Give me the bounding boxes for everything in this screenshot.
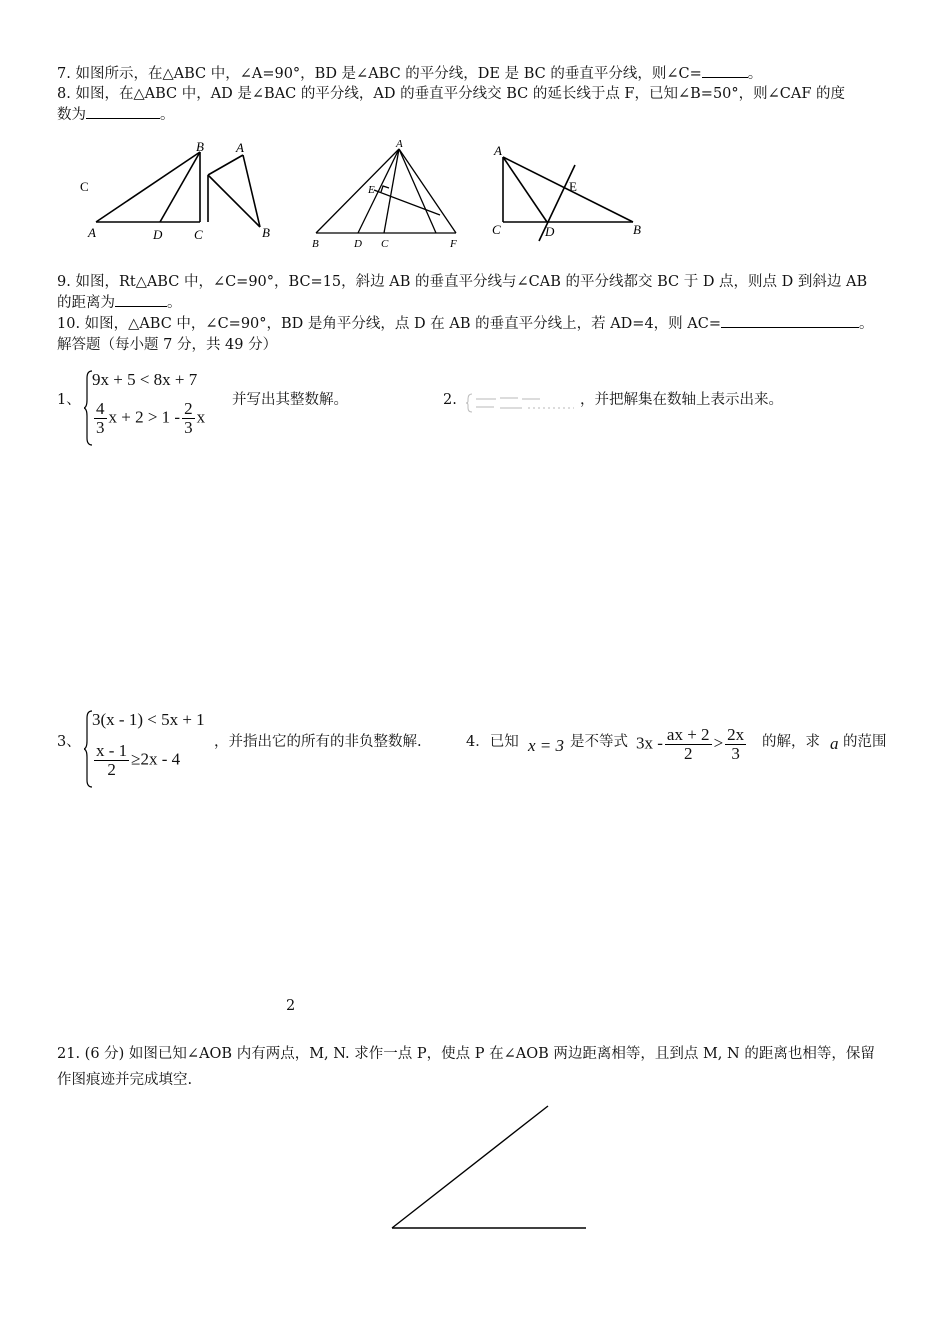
problem-1-inequality-2: $\frac{4}{3}$ x + 2 > 1 - $\frac{2}{3}$ x bbox=[96, 399, 206, 437]
svg-text:B: B bbox=[196, 139, 204, 154]
stray-label: C bbox=[80, 179, 89, 194]
section-heading: 解答题（每小题 7 分，共 49 分） bbox=[57, 337, 278, 353]
angle-aob-figure bbox=[380, 1100, 600, 1240]
problem-1-inequality-1: 9x + 5 < 8x + 7 bbox=[92, 370, 198, 389]
problem-4-end: 的范围 bbox=[843, 734, 887, 750]
page-number: 2 bbox=[286, 998, 296, 1014]
question-9 bbox=[57, 272, 867, 292]
svg-text:B: B bbox=[262, 225, 270, 240]
svg-text:A: A bbox=[88, 225, 96, 240]
problem-2-number: 2. bbox=[443, 392, 457, 408]
svg-text:A: A bbox=[494, 143, 502, 158]
problem-3-inequality-1: 3(x - 1) < 5x + 1 bbox=[92, 710, 205, 729]
question-21-text: 21. (6 分) 如图已知∠AOB 内有两点，M, N. 求作一点 P，使点 P 在∠AOB 两边距离相等，且到点 M, N 的距离也相等，保留 bbox=[57, 1046, 875, 1062]
figure-3-labels bbox=[492, 143, 641, 239]
problem-3-instruction: ，并指出它的所有的非负整数解. bbox=[214, 734, 422, 750]
problem-4-suffix: 的解，求 bbox=[762, 734, 820, 750]
problem-3-number: 3、 bbox=[57, 734, 81, 750]
svg-text:C: C bbox=[381, 238, 389, 250]
question-8-text: 8. 如图，在△ABC 中，AD 是∠BAC 的平分线，AD 的垂直平分线交 BC 的延长线于点 F，已知∠B=50°，则∠CAF 的度 bbox=[57, 86, 846, 102]
svg-text:D: D bbox=[545, 224, 555, 239]
svg-text:D: D bbox=[354, 238, 362, 250]
figure-3 bbox=[503, 157, 633, 241]
question-7-text: 7. 如图所示，在△ABC 中，∠A=90°，BD 是∠ABC 的平分线，DE 是 BC 的垂直平分线，则∠C= bbox=[57, 66, 702, 82]
question-8 bbox=[57, 84, 845, 104]
question-10: 10. 如图，△ABC 中，∠C=90°，BD 是角平分线，点 D 在 AB 的垂直平分线上，若 AD=4，则 AC= 。 bbox=[57, 313, 874, 334]
figure-2 bbox=[316, 149, 456, 233]
svg-text:B: B bbox=[312, 238, 319, 250]
svg-text:A: A bbox=[396, 138, 403, 150]
geometry-figures bbox=[0, 135, 950, 265]
figure-1-labels bbox=[80, 139, 270, 242]
answer-blank[interactable] bbox=[702, 63, 748, 78]
question-21-line2: 作图痕迹并完成填空. bbox=[57, 1072, 193, 1088]
problem-1-number: 1、 bbox=[57, 392, 81, 408]
figure-1 bbox=[96, 152, 260, 227]
question-21 bbox=[57, 1044, 875, 1064]
problem-4-condition: x = 3 bbox=[528, 736, 565, 755]
question-7: 7. 如图所示，在△ABC 中，∠A=90°，BD 是∠ABC 的平分线，DE 是 BC 的垂直平分线，则∠C= 。 bbox=[57, 63, 762, 84]
svg-text:B: B bbox=[633, 222, 641, 237]
svg-text:A: A bbox=[236, 140, 244, 155]
svg-text:E: E bbox=[368, 184, 375, 196]
problem-4-mid: 是不等式 bbox=[570, 734, 628, 750]
problem-4-inequality: 3x - $\frac{ax + 2}{2}$ > $\frac{2x}{3}$ bbox=[636, 725, 745, 763]
question-10-text: 10. 如图，△ABC 中，∠C=90°，BD 是角平分线，点 D 在 AB 的垂直平分线上，若 AD=4，则 AC= bbox=[57, 316, 721, 332]
problem-3-inequality-2: $\frac{x - 1}{2}$ ≥2x - 4 bbox=[96, 741, 181, 779]
blurred-equation-image bbox=[466, 392, 578, 414]
answer-blank[interactable] bbox=[115, 292, 167, 307]
answer-blank[interactable] bbox=[86, 104, 160, 119]
problem-4-prefix: 4．已知 bbox=[466, 734, 519, 750]
problem-1-instruction: 并写出其整数解。 bbox=[232, 392, 348, 408]
problem-4-variable: a bbox=[830, 734, 839, 753]
problem-2-instruction: ，并把解集在数轴上表示出来。 bbox=[580, 392, 783, 408]
question-9-line2: 的距离为 。 bbox=[57, 292, 182, 313]
answer-blank[interactable] bbox=[721, 313, 859, 328]
question-8-line2: 数为 。 bbox=[57, 104, 175, 125]
svg-text:E: E bbox=[569, 179, 577, 194]
svg-text:F: F bbox=[450, 238, 457, 250]
question-9-text: 9. 如图，Rt△ABC 中，∠C=90°，BC=15，斜边 AB 的垂直平分线与∠CAB 的平分线都交 BC 于 D 点，则点 D 到斜边 AB bbox=[57, 274, 868, 290]
svg-text:C: C bbox=[194, 227, 203, 242]
svg-text:D: D bbox=[153, 227, 163, 242]
svg-text:C: C bbox=[492, 222, 501, 237]
